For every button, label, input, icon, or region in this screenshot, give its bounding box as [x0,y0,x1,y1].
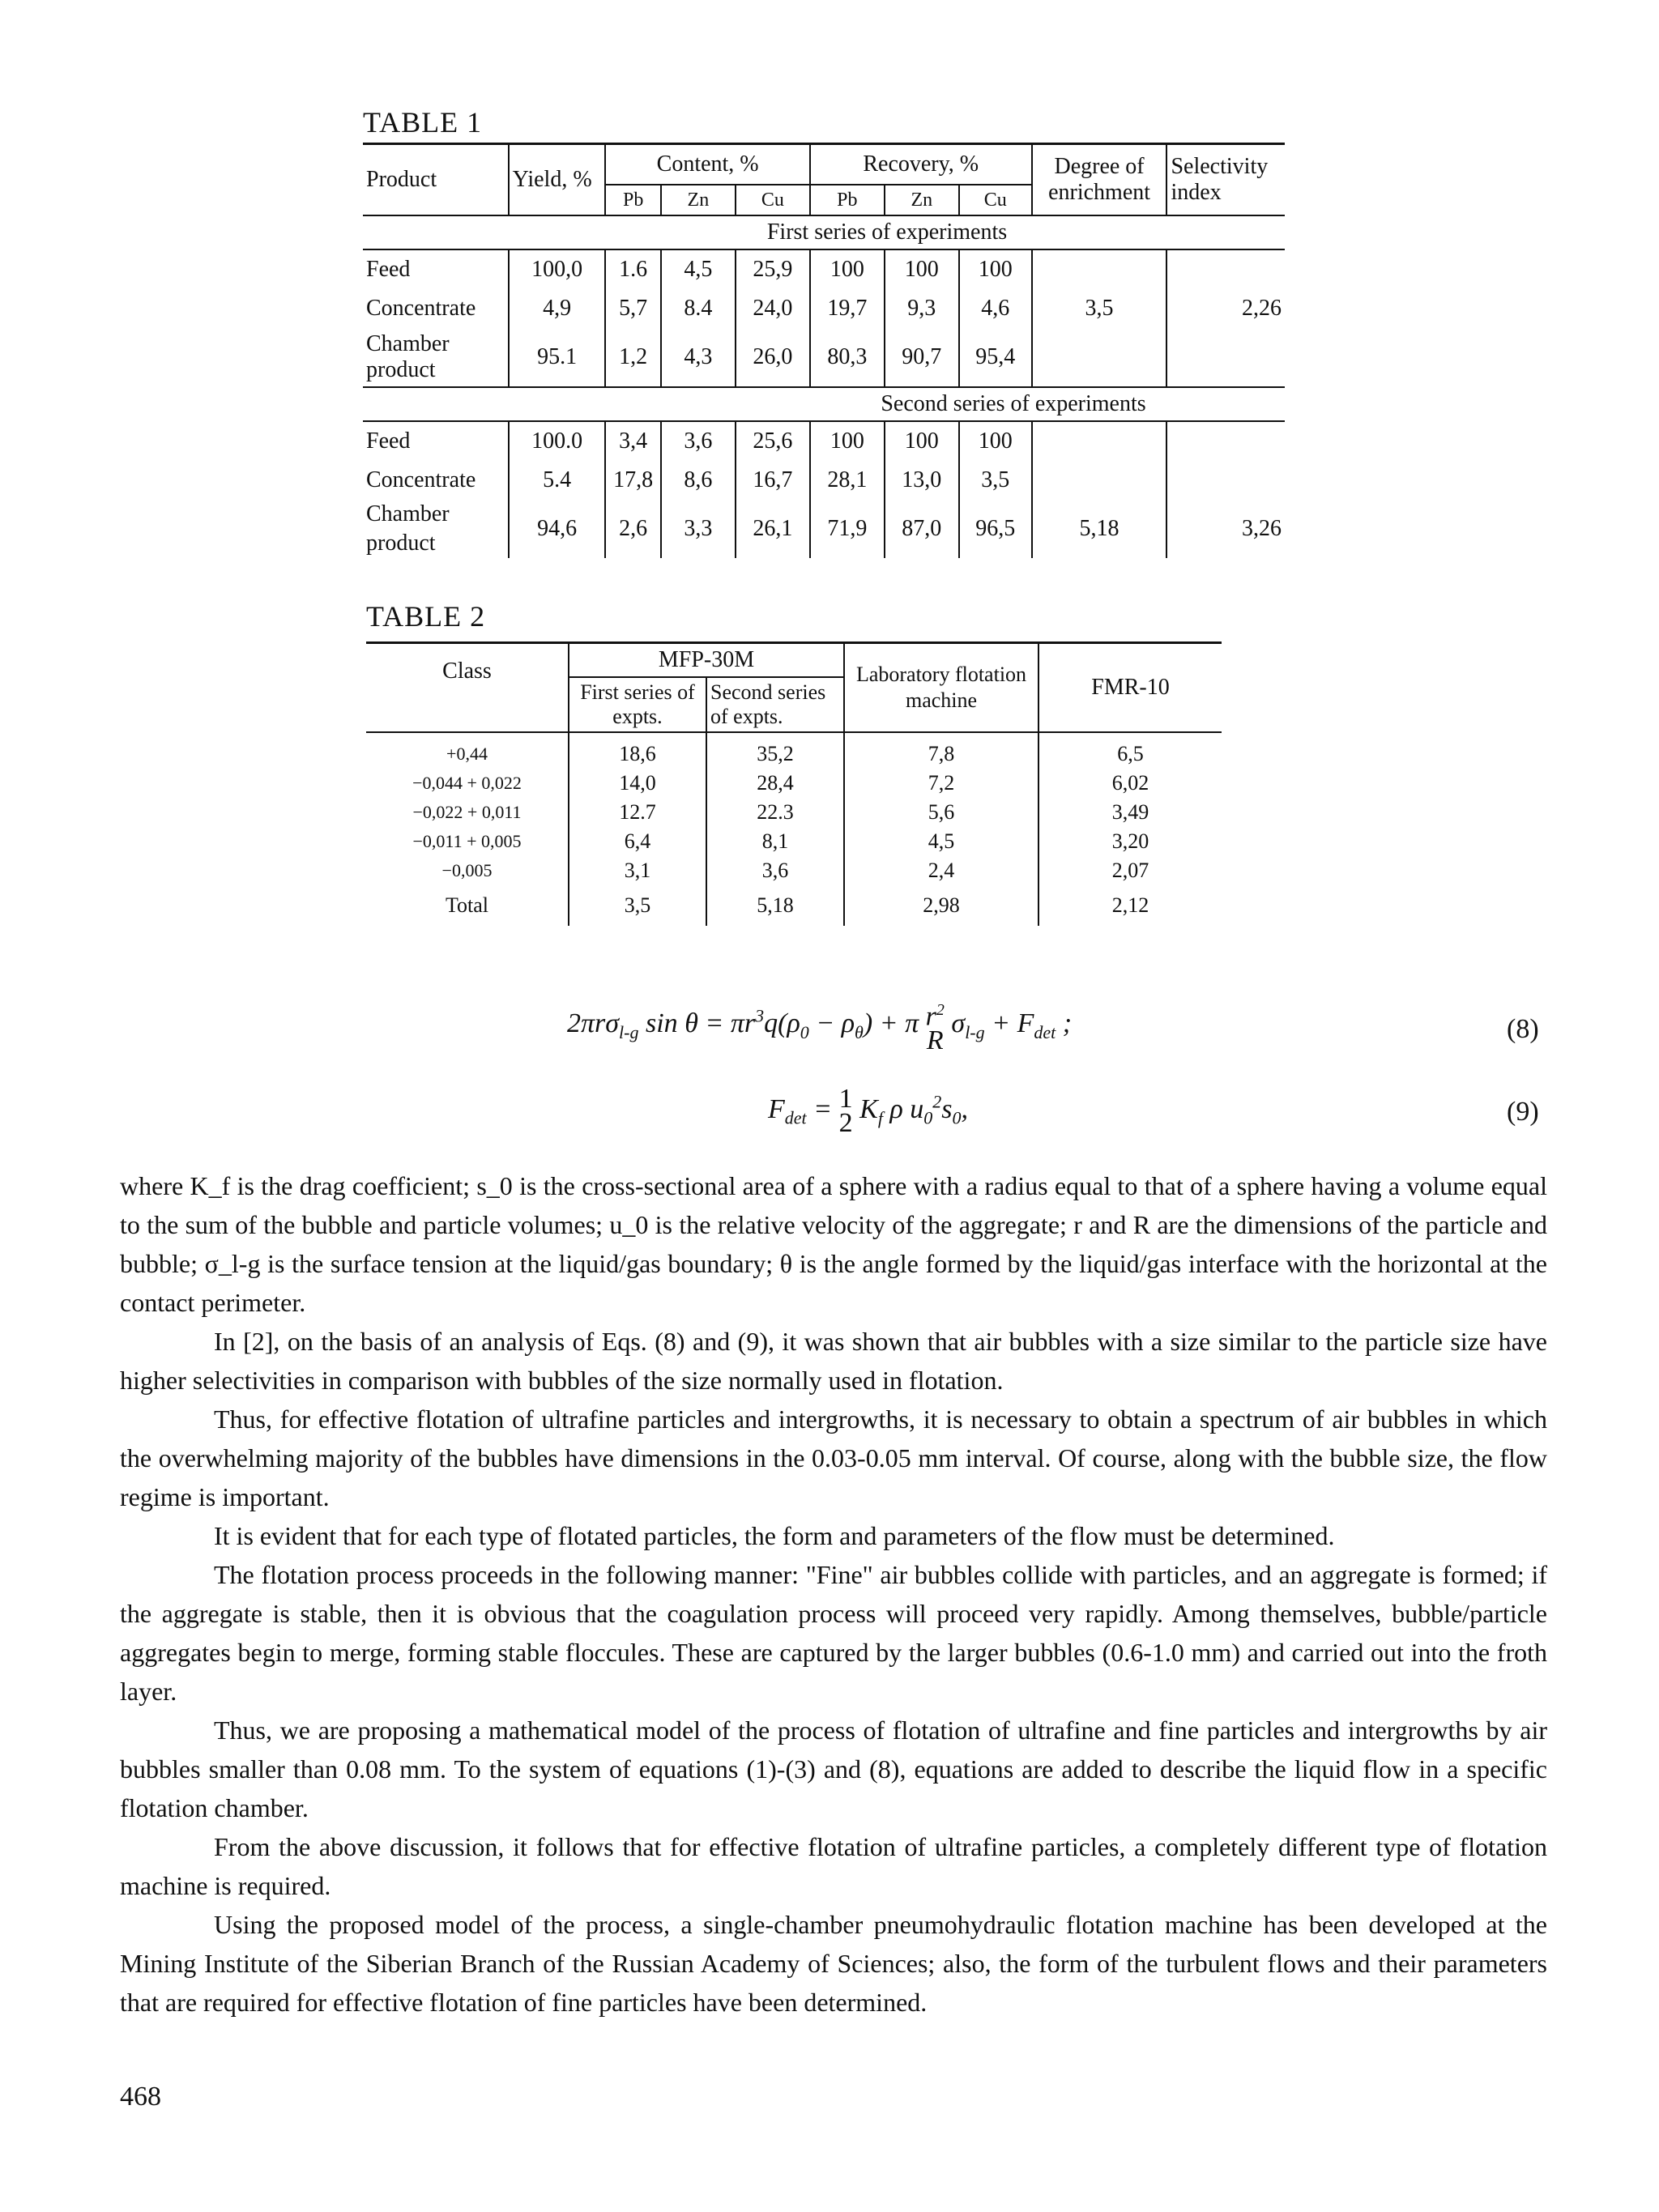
t2-header-first: First series of expts. [569,677,706,732]
paragraph: From the above discussion, it follows that for effective flotation of ultrafine particles, a completely different type of flotation machine is required. [120,1832,1547,1900]
t1-header-zn: Zn [661,185,736,215]
paragraph: The flotation process proceeds in the following manner: "Fine" air bubbles collide with particles, and an aggregate is formed; if the aggregate is stable, then it is obvious that the coagulation process will proceed very rapidly. Among themselves, bubble/particle aggregates begin to merge, forming stable floccules. These are captured by the larger bubbles (0.6-1.0 mm) and carried out into the froth layer. [120,1560,1547,1706]
t1-header-yield: Yield, % [509,144,606,216]
table-row: +0,44 18,6 35,2 7,8 6,5 [366,732,1222,769]
equation-8: 2πrσ$_{l-g}$ $\sin \theta = \pi r^3q(\rho_0 - \rho_\theta) + \pi$ $r^2$ R $\sigma_{l-g} + F_{det}$ ; [567,1001,1073,1056]
table-row: −0,005 3,1 3,6 2,4 2,07 [366,856,1222,885]
t2-header-second: Second series of expts. [706,677,844,732]
t1-header-recovery: Recovery, % [810,144,1032,185]
table2 [366,641,1222,926]
page-number: 468 [120,2082,161,2112]
paragraph: Thus, we are proposing a mathematical model of the process of flotation of ultrafine and fine particles and intergrowths by air bubbles smaller than 0.08 mm. To the system of equations (1)-(3) and (8), equations are added to describe the liquid flow in a specific flotation chamber. [120,1715,1547,1822]
equation-8-number: (8) [1507,1014,1539,1044]
table-row: Feed 100,0 1.6 4,5 25,9 100 100 100 [363,249,1285,289]
t1-header-degree: Degree of enrichment [1032,144,1167,216]
t2-header-lab: Laboratory flotation machine [844,643,1038,733]
paragraph: Thus, for effective flotation of ultrafine particles and intergrowths, it is necessary to obtain a spectrum of air bubbles in which the overwhelming majority of the bubbles have dimensions in the 0.03-0.05 mm interval. Of course, along with the bubble size, the flow regime is important. [120,1404,1547,1511]
table-row: −0,011 + 0,005 6,4 8,1 4,5 3,20 [366,827,1222,856]
t1-header-rpb: Pb [810,185,885,215]
t1-series2-label: Second series of experiments [881,391,1146,416]
t1-header-content: Content, % [605,144,809,185]
table-row: Concentrate 4,9 5,7 8.4 24,0 19,7 9,3 4,6 3,5 2,26 [363,289,1285,328]
body-text [120,1166,1547,2022]
paragraph: It is evident that for each type of flotated particles, the form and parameters of the flow must be determined. [214,1521,1335,1550]
t1-header-product: Product [363,144,509,216]
t1-header-rzn: Zn [885,185,959,215]
t1-header-cu: Cu [736,185,810,215]
equation-9-number: (9) [1507,1097,1539,1127]
t2-header-fmr: FMR-10 [1038,643,1222,733]
t1-header-rcu: Cu [959,185,1032,215]
t2-header-mfp: MFP-30M [569,643,844,678]
table-row: Feed 100.0 3,4 3,6 25,6 100 100 100 [363,421,1285,461]
table-row: −0,044 + 0,022 14,0 28,4 7,2 6,02 [366,769,1222,798]
table-row: Chamber product 95.1 1,2 4,3 26,0 80,3 90,7 95,4 [363,328,1285,387]
table-row: Chamber product 94,6 2,6 3,3 26,1 71,9 87,0 96,5 5,18 3,26 [363,500,1285,558]
paragraph: where K_f is the drag coefficient; s_0 is the cross-sectional area of a sphere with a radius equal to that of a sphere having a volume equal to the sum of the bubble and particle volumes; u_0 is the relative velocity of the aggregate; r and R are the dimensions of the particle and bubble; σ_l-g is the surface tension at the liquid/gas boundary; θ is the angle formed by the liquid/gas interface with the horizontal at the contact perimeter. [120,1171,1547,1317]
table-row: Concentrate 5.4 17,8 8,6 16,7 28,1 13,0 3,5 [363,461,1285,500]
table1 [363,143,1285,558]
paragraph: In [2], on the basis of an analysis of Eqs. (8) and (9), it was shown that air bubbles with a size similar to the particle size have higher selectivities in comparison with bubbles of the size normally used in flotation. [120,1327,1547,1395]
paragraph: Using the proposed model of the process, a single-chamber pneumohydraulic flotation machine has been developed at the Mining Institute of the Siberian Branch of the Russian Academy of Sciences; also, the form of the turbulent flows and their parameters that are required for effective flotation of fine particles have been determined. [120,1910,1547,2017]
t2-header-class: Class [442,658,492,684]
table2-caption: TABLE 2 [366,600,486,633]
table-row: Total 3,5 5,18 2,98 2,12 [366,885,1222,926]
t1-header-pb: Pb [605,185,660,215]
equation-9: $F_{det}$ = 1 2 $K_f$ ρ $u_0^2s_0$, [768,1084,968,1138]
table-row: −0,022 + 0,011 12.7 22.3 5,6 3,49 [366,798,1222,827]
t1-header-selectivity: Selectivity index [1166,144,1285,216]
table1-caption: TABLE 1 [363,106,483,139]
t1-series1-label: First series of experiments [766,219,1008,245]
